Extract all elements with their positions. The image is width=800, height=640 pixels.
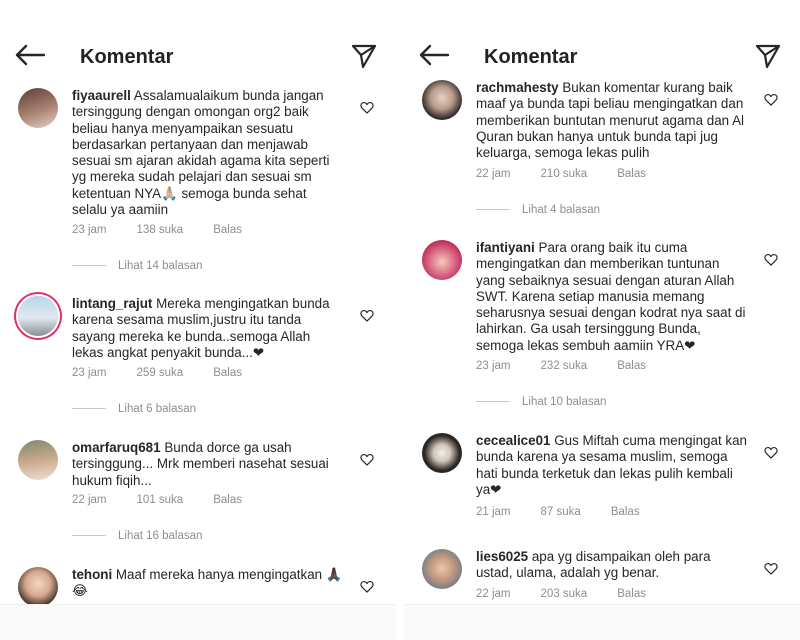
view-replies-button[interactable]: Lihat 10 balasan [476,396,606,408]
comment-body: Mereka mengingatkan bunda karena sesama muslim,justru itu tanda sayang mereka ke bunda..semoga Allah lekas angkat penyakit bunda...❤ [72,296,330,360]
comment-text [476,240,748,354]
comment-meta [72,367,272,379]
comment-username[interactable]: ifantiyani [476,240,535,255]
avatar[interactable] [18,440,58,480]
comment-meta [72,494,272,506]
comment-meta [476,588,676,600]
comment-time: 23 jam [72,367,107,379]
reply-button[interactable]: Balas [213,494,242,506]
comment-username[interactable]: tehoni [72,567,113,582]
heart-icon[interactable] [360,453,374,466]
comment-likes[interactable]: 259 suka [136,367,184,379]
avatar[interactable] [18,296,58,336]
reply-button[interactable]: Balas [617,168,646,180]
page-title: Komentar [484,46,578,68]
comment-text [72,88,344,218]
heart-icon[interactable] [764,562,778,575]
header [0,30,396,84]
page-title: Komentar [80,46,174,68]
view-replies-button[interactable]: Lihat 6 balasan [72,403,196,415]
comment-meta [476,506,670,518]
view-replies-button[interactable]: Lihat 14 balasan [72,260,202,272]
reply-button[interactable]: Balas [617,588,646,600]
comment-username[interactable]: rachmahesty [476,80,559,95]
comment-username[interactable]: cecealice01 [476,433,551,448]
comment-meta [476,360,676,372]
avatar[interactable] [422,80,462,120]
bottom-bar [0,604,396,640]
avatar[interactable] [18,88,58,128]
view-replies-button[interactable]: Lihat 4 balasan [476,204,600,216]
avatar[interactable] [422,549,462,589]
comment-time: 23 jam [72,224,107,236]
comment-likes[interactable]: 203 suka [540,588,588,600]
arrow-left-icon[interactable] [14,44,46,66]
comment-time: 22 jam [476,168,511,180]
avatar[interactable] [422,433,462,473]
comment-username[interactable]: fiyaaurell [72,88,131,103]
comment-text [476,433,748,498]
reply-button[interactable]: Balas [213,224,242,236]
comment-time: 21 jam [476,506,511,518]
avatar[interactable] [422,240,462,280]
comment-likes[interactable]: 232 suka [540,360,588,372]
comment-time: 22 jam [476,588,511,600]
comment-text [72,440,344,489]
comment-time: 22 jam [72,494,107,506]
send-icon[interactable] [350,42,378,70]
comment-text [72,567,344,600]
comment-body: apa yg disampaikan oleh para ustad, ulama, adalah yg benar. [476,549,711,581]
comment-meta [476,168,676,180]
comment-likes[interactable]: 210 suka [540,168,588,180]
heart-icon[interactable] [764,93,778,106]
heart-icon[interactable] [360,309,374,322]
comment-text [476,80,748,161]
comment-text [476,549,748,582]
view-replies-button[interactable]: Lihat 16 balasan [72,530,202,542]
comment-body: Assalamualaikum bunda jangan tersinggung dengan omongan org2 baik beliau hanya menyampaikan sesuatu berdasarkan pertanyaan dan menjawab sesuai sm ajaran akidah agama kita seperti yg mereka sudah pelajari dan sesuai sm ketentuan NYA🙏🏼 semoga bunda sehat selalu ya aamiin [72,88,330,218]
comment-likes[interactable]: 138 suka [136,224,184,236]
comment-time: 23 jam [476,360,511,372]
comment-likes[interactable]: 87 suka [540,506,581,518]
comment-username[interactable]: lies6025 [476,549,529,564]
comment-username[interactable]: omarfaruq681 [72,440,161,455]
right-comments-screen [404,0,800,640]
comment-meta [72,224,272,236]
reply-button[interactable]: Balas [617,360,646,372]
heart-icon[interactable] [764,446,778,459]
comment-body: Maaf mereka hanya mengingatkan 🙏🏿😂 [72,567,343,599]
avatar[interactable] [18,567,58,607]
header [404,30,800,84]
reply-button[interactable]: Balas [213,367,242,379]
comment-body: Bunda dorce ga usah tersinggung... Mrk memberi nasehat sesuai hukum fiqih... [72,440,329,488]
comment-likes[interactable]: 101 suka [136,494,184,506]
bottom-bar [404,604,800,640]
send-icon[interactable] [754,42,782,70]
comment-text [72,296,344,361]
comment-body: Bukan komentar kurang baik maaf ya bunda tapi beliau mengingatkan dan memberikan buntutan menurut agama dan Al Quran bukan hanya untuk bunda tapi jug keluarga, semoga lekas pulih [476,80,744,161]
heart-icon[interactable] [764,253,778,266]
comment-username[interactable]: lintang_rajut [72,296,153,311]
heart-icon[interactable] [360,580,374,593]
heart-icon[interactable] [360,101,374,114]
comment-body: Para orang baik itu cuma mengingatkan dan memberikan tuntunan yang sebaiknya sesuai dengan aturan Allah SWT. Karena setiap manusia memang seharusnya sesuai dengan kodrat nya saat di lahirkan. Ga usah tersinggung Bunda, semoga lekas sembuh aamiin YRA❤ [476,240,746,353]
arrow-left-icon[interactable] [418,44,450,66]
left-comments-screen [0,0,396,640]
reply-button[interactable]: Balas [610,506,640,518]
comment-body: Gus Miftah cuma mengingat kan bunda karena ya sesama muslim, semoga hati bunda terketuk dan lekas pulih kembali ya❤ [476,433,747,497]
